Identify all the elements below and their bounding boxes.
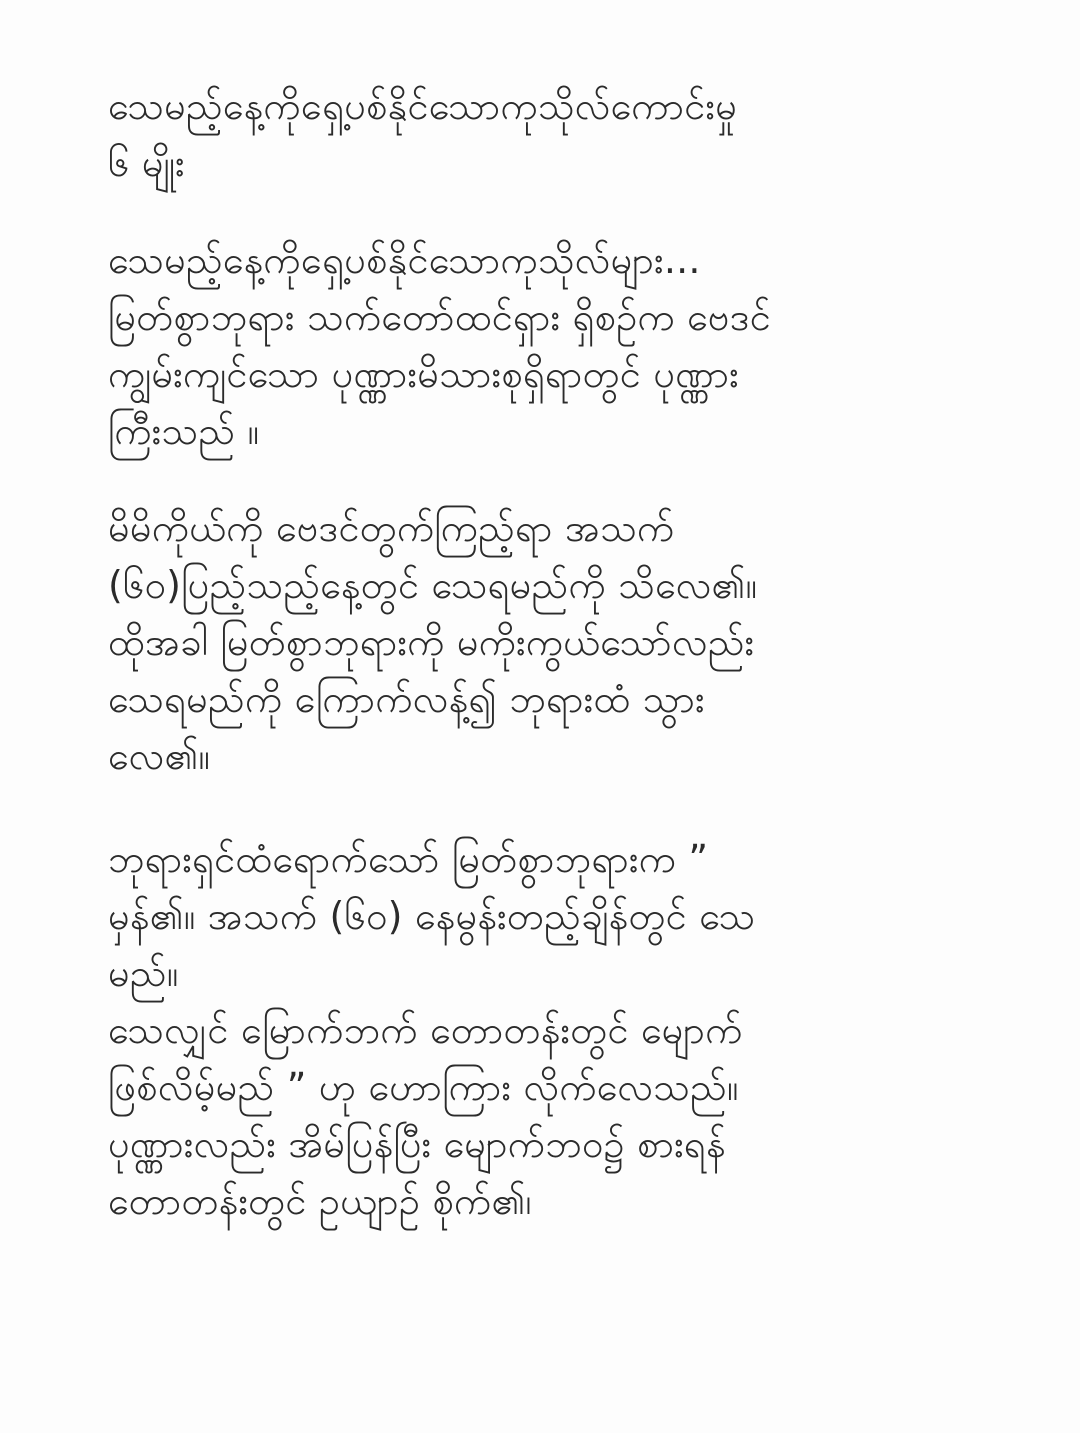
paragraph-line: ပုဏ္ဏားလည်း အိမ်ပြန်ပြီး မျောက်ဘဝ၌ စားရန် [108,1122,726,1166]
paragraph-line: ဖြစ်လိမ့်မည် ” ဟု ဟောကြား လိုက်လေသည်။ [108,1065,739,1109]
title-line: သေမည့်နေ့ကိုရှေ့ပစ်နိုင်သောကုသိုလ်ကောင်းမှု [108,84,738,128]
paragraph-3 [108,831,1008,1002]
paragraph-line: သေလျှင် မြောက်ဘက် တောတန်းတွင် မျောက် [108,1008,743,1052]
paragraph-line: သေရမည်ကို ကြောက်လန့်၍ ဘုရားထံ သွား [108,677,705,721]
paragraph-line: ဘုရားရှင်ထံရောက်သော် မြတ်စွာဘုရားက ” [108,837,709,881]
document-title [108,78,1008,192]
paragraph-line: (၆၀)ပြည့်သည့်နေ့တွင် သေရမည်ကို သိလေ၏။ [108,563,758,607]
document-body [108,78,1008,1230]
paragraph-line: လေ၏။ [108,734,211,778]
paragraph-line: ကြီးသည် ။ [108,409,260,453]
paragraph-line: တောတန်းတွင် ဥယျာဉ် စိုက်၏၊ [108,1179,532,1223]
paragraph-line: မှန်၏။ အသက် (၆၀) နေမွန်းတည့်ချိန်တွင် သေ [108,894,756,938]
paragraph-line: မိမိကိုယ်ကို ဗေဒင်တွက်ကြည့်ရာ အသက် [108,506,675,550]
paragraph-line: မည်။ [108,951,179,995]
paragraph-line: ထိုအခါ မြတ်စွာဘုရားကို မကိုးကွယ်သော်လည်း [108,620,755,664]
title-line: ၆ မျိုး [108,141,185,185]
paragraph-line: သေမည့်နေ့ကိုရှေ့ပစ်နိုင်သောကုသိုလ်များ... [108,238,701,282]
paragraph-line: ကျွမ်းကျင်သော ပုဏ္ဏားမိသားစုရှိရာတွင် ပုဏ္ဏား [108,352,740,396]
paragraph-4 [108,1002,1008,1230]
paragraph-1 [108,232,1008,460]
paragraph-2 [108,500,1008,785]
paragraph-line: မြတ်စွာဘုရား သက်တော်ထင်ရှား ရှိစဉ်က ဗေဒင် [108,295,771,339]
